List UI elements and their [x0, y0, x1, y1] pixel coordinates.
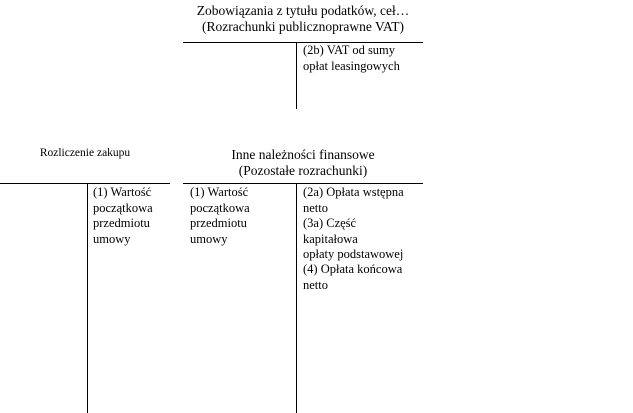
receivables-account-horizontal-rule	[183, 183, 423, 184]
receivables-credit-entry: (2a) Opłata wstępna netto	[303, 185, 404, 215]
vat-account-vertical-rule	[296, 42, 297, 109]
receivables-account-title-line2: (Pozostałe rozrachunki)	[238, 163, 368, 178]
purchase-account-title: Rozliczenie zakupu	[39, 147, 131, 159]
purchase-credit-entry: (1) Wartość początkowa przedmiotu umowy	[93, 185, 153, 246]
receivables-debit-entry: (1) Wartość początkowa przedmiotu umowy	[190, 185, 250, 246]
vat-account-title-line1: Zobowiązania z tytułu podatków, ceł…	[196, 3, 410, 18]
purchase-account-horizontal-rule	[0, 183, 170, 184]
receivables-credit-entry: (4) Opłata końcowa netto	[303, 262, 403, 292]
receivables-account-vertical-rule	[296, 183, 297, 413]
purchase-account-vertical-rule	[87, 183, 88, 413]
vat-account-title-line2: (Rozrachunki publicznoprawne VAT)	[202, 19, 404, 34]
receivables-account-title-line1: Inne należności finansowe	[231, 147, 375, 162]
receivables-credit-entry: (3a) Część kapitałowa opłaty podstawowej	[303, 216, 404, 261]
vat-credit-entry: (2b) VAT od sumy opłat leasingowych	[303, 43, 400, 73]
